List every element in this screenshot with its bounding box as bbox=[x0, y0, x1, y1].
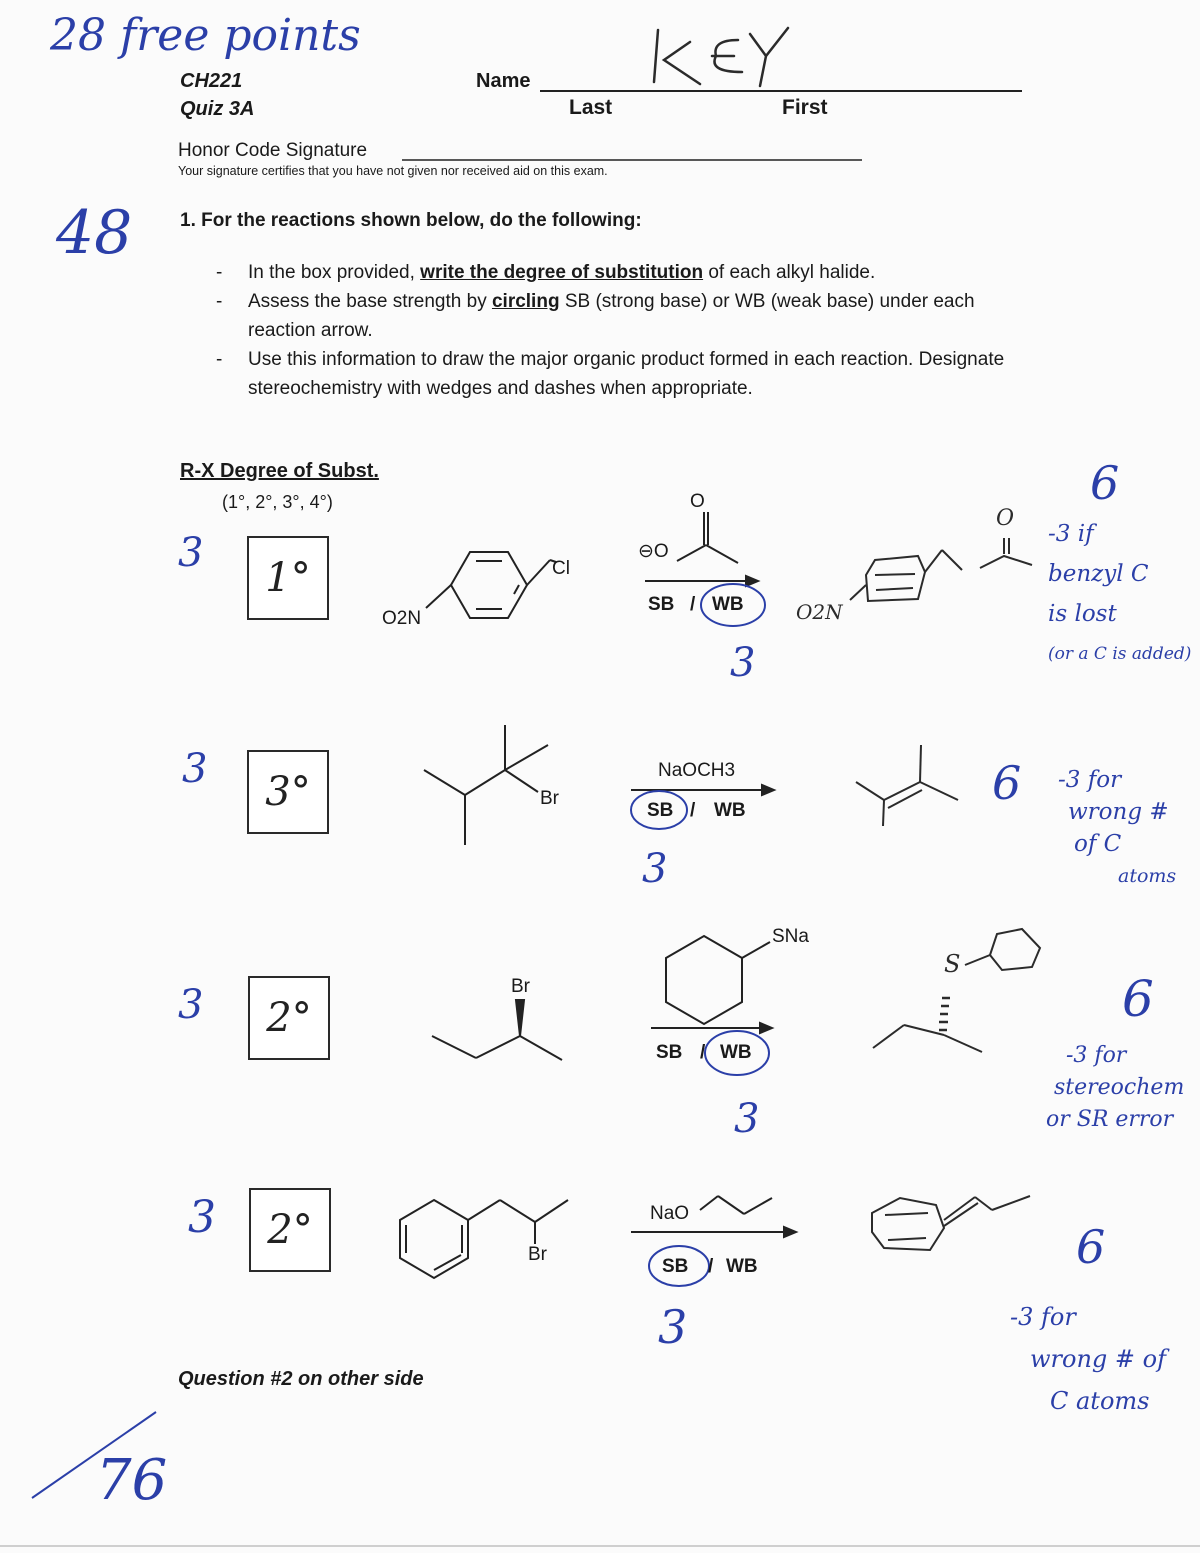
substrate-1-cl: Cl bbox=[552, 558, 570, 579]
wb-option-2[interactable]: WB bbox=[714, 800, 746, 821]
box-score-1: 3 bbox=[178, 530, 204, 576]
reagent-4-propoxide bbox=[700, 1196, 772, 1214]
sb-option-2[interactable]: SB bbox=[647, 800, 674, 821]
product-score-4: 6 bbox=[1076, 1220, 1106, 1274]
base-score-1: 3 bbox=[730, 640, 756, 686]
product-1-o2n: O2N bbox=[796, 600, 843, 624]
total-score: 76 bbox=[96, 1448, 168, 1513]
sb-option-3[interactable]: SB bbox=[656, 1042, 683, 1063]
instruction-3: - Use this information to draw the major organic product formed in each reaction. Designate stereochemistry with wedges and dashes when appropriate. bbox=[212, 345, 1042, 403]
substrate-2 bbox=[424, 725, 548, 845]
quiz-title: Quiz 3A bbox=[180, 98, 255, 120]
degree-box-3[interactable] bbox=[248, 976, 330, 1060]
honor-code-label: Honor Code Signature bbox=[178, 140, 368, 161]
arrow-3 bbox=[651, 1023, 772, 1033]
substrate-1-o2n: O2N bbox=[382, 608, 422, 629]
reagent-3-cyclohexanethiolate bbox=[666, 936, 770, 1024]
degree-answer-4: 2° bbox=[267, 1207, 313, 1253]
arrow-4 bbox=[631, 1227, 796, 1237]
grading-comment-2: -3 for wrong # of C atoms bbox=[1058, 767, 1177, 887]
reagent-3-label: SNa bbox=[772, 926, 809, 947]
question-1-title: 1. For the reactions shown below, do the following: bbox=[180, 210, 642, 231]
box-score-2: 3 bbox=[182, 746, 208, 792]
product-2 bbox=[856, 745, 958, 826]
substrate-2-br: Br bbox=[540, 788, 559, 809]
degree-answer-2: 3° bbox=[265, 769, 311, 815]
grading-comment-1: -3 if benzyl C is lost (or a C is added) bbox=[1048, 521, 1192, 664]
box-score-3: 3 bbox=[178, 982, 204, 1028]
key-label bbox=[690, 10, 770, 55]
substrate-1 bbox=[426, 552, 556, 618]
degree-box-4[interactable] bbox=[249, 1188, 331, 1272]
reagent-2-label: NaOCH3 bbox=[658, 760, 736, 781]
reagent-1-acetate bbox=[677, 512, 738, 563]
base-separator-2: / bbox=[690, 800, 696, 821]
base-score-3: 3 bbox=[734, 1096, 760, 1142]
box-score-4: 3 bbox=[188, 1192, 216, 1243]
sb-option-1[interactable]: SB bbox=[648, 594, 675, 615]
product-1 bbox=[850, 538, 1032, 601]
instructions-list bbox=[212, 258, 1042, 403]
substrate-4 bbox=[400, 1200, 568, 1278]
degree-box-2[interactable] bbox=[247, 750, 329, 834]
substrate-3 bbox=[432, 1000, 562, 1060]
free-points-note: 28 free points bbox=[50, 10, 361, 61]
degree-answer-1: 1° bbox=[265, 555, 311, 601]
product-4 bbox=[872, 1196, 1030, 1250]
first-name-label: First bbox=[782, 96, 828, 119]
product-3-sulfur: S bbox=[944, 950, 961, 978]
grading-comment-3: -3 for stereochem or SR error bbox=[1046, 1043, 1185, 1132]
wb-option-1[interactable]: WB bbox=[712, 594, 744, 615]
instruction-2: - Assess the base strength by circling SB (strong base) or WB (weak base) under each reaction arrow. bbox=[212, 287, 1042, 345]
substrate-4-br: Br bbox=[528, 1244, 547, 1265]
reagent-4-label: NaO bbox=[650, 1203, 690, 1224]
product-score-1: 6 bbox=[1090, 456, 1120, 510]
base-separator-1: / bbox=[690, 594, 696, 615]
degree-answer-3: 2° bbox=[266, 995, 312, 1041]
grading-comment-4: -3 for wrong # of C atoms bbox=[1010, 1303, 1166, 1415]
reagent-1-oxygen: O bbox=[690, 491, 705, 512]
sb-option-4[interactable]: SB bbox=[662, 1256, 689, 1277]
q1-score: 48 bbox=[56, 198, 133, 268]
product-score-3: 6 bbox=[1122, 970, 1154, 1028]
degree-column-heading: R-X Degree of Subst. bbox=[180, 460, 379, 482]
product-3 bbox=[873, 929, 1040, 1052]
product-score-2: 6 bbox=[992, 756, 1022, 810]
wb-option-3[interactable]: WB bbox=[720, 1042, 752, 1063]
course-code: CH221 bbox=[180, 70, 243, 92]
wb-option-4[interactable]: WB bbox=[726, 1256, 758, 1277]
instruction-1: - In the box provided, write the degree of substitution of each alkyl halide. bbox=[212, 258, 1042, 287]
arrow-2 bbox=[631, 785, 774, 795]
base-score-4: 3 bbox=[658, 1300, 688, 1354]
last-name-label: Last bbox=[569, 96, 613, 119]
degree-options: (1°, 2°, 3°, 4°) bbox=[222, 492, 333, 512]
name-label: Name bbox=[476, 70, 531, 92]
honor-code-note: Your signature certifies that you have not given nor received aid on this exam. bbox=[178, 164, 608, 178]
base-score-2: 3 bbox=[642, 846, 668, 892]
substrate-3-br: Br bbox=[511, 976, 530, 997]
next-question-note: Question #2 on other side bbox=[178, 1368, 424, 1390]
base-separator-4: / bbox=[708, 1256, 714, 1277]
product-1-oxygen: O bbox=[996, 506, 1015, 531]
degree-box-1[interactable] bbox=[247, 536, 329, 620]
base-separator-3: / bbox=[700, 1042, 706, 1063]
reagent-1-label: ⊖O bbox=[638, 541, 669, 562]
